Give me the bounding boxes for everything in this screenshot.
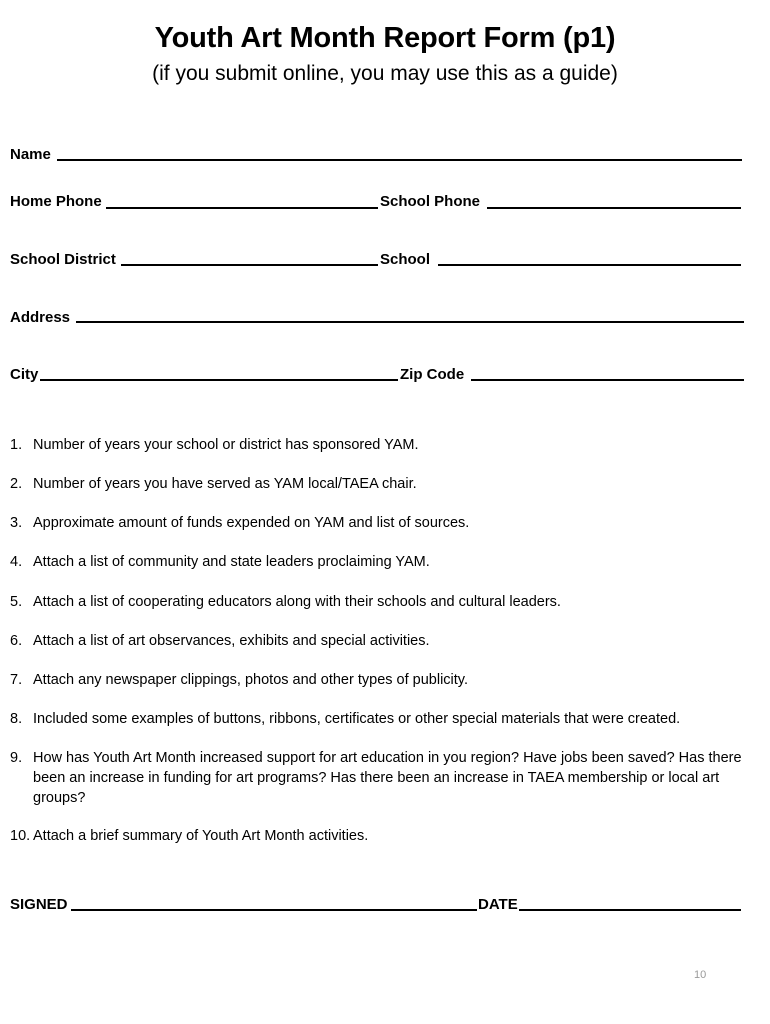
school-label: School	[380, 251, 431, 268]
school-district-field[interactable]	[121, 264, 378, 266]
item-text: Number of years you have served as YAM local/TAEA chair.	[33, 476, 417, 492]
address-label: Address	[10, 309, 71, 326]
school-district-label: School District	[10, 251, 116, 268]
city-field[interactable]	[40, 379, 398, 381]
date-field[interactable]	[519, 909, 741, 911]
date-label: DATE	[478, 896, 518, 913]
item-number: 1.	[10, 437, 23, 453]
item-number: 8.	[10, 711, 23, 727]
form-title: Youth Art Month Report Form (p1)	[154, 22, 616, 54]
item-text: Approximate amount of funds expended on YAM and list of sources.	[33, 515, 470, 531]
zip-code-label: Zip Code	[400, 366, 465, 383]
item-number: 4.	[10, 554, 23, 570]
address-field[interactable]	[76, 321, 744, 323]
city-label: City	[10, 366, 39, 383]
school-field[interactable]	[438, 264, 741, 266]
item-text: How has Youth Art Month increased support for art education in you region? Have jobs been saved? Has there been an increase in funding for art programs? Has there been an increase in TAEA membership or local art groups?	[33, 750, 742, 806]
item-text: Attach a brief summary of Youth Art Month activities.	[33, 828, 369, 844]
name-label: Name	[10, 146, 51, 163]
school-phone-field[interactable]	[487, 207, 741, 209]
home-phone-label: Home Phone	[10, 193, 102, 210]
item-text: Attach a list of community and state leaders proclaiming YAM.	[33, 554, 430, 570]
item-text: Attach a list of art observances, exhibits and special activities.	[33, 633, 430, 649]
item-text: Number of years your school or district has sponsored YAM.	[33, 437, 419, 453]
item-number: 10.	[10, 828, 31, 844]
item-number: 9.	[10, 750, 23, 766]
item-number: 7.	[10, 672, 23, 688]
item-number: 2.	[10, 476, 23, 492]
item-text: Included some examples of buttons, ribbons, certificates or other special materials that were created.	[33, 711, 681, 727]
zip-code-field[interactable]	[471, 379, 744, 381]
page-number: 10	[694, 969, 707, 981]
name-field[interactable]	[57, 159, 742, 161]
school-phone-label: School Phone	[380, 193, 481, 210]
home-phone-field[interactable]	[106, 207, 378, 209]
form-subtitle: (if you submit online, you may use this as a guide)	[152, 62, 618, 85]
item-text: Attach a list of cooperating educators along with their schools and cultural leaders.	[33, 594, 561, 610]
item-number: 6.	[10, 633, 23, 649]
signature-field[interactable]	[71, 909, 477, 911]
item-text: Attach any newspaper clippings, photos and other types of publicity.	[33, 672, 468, 688]
signed-label: SIGNED	[10, 896, 68, 913]
item-number: 3.	[10, 515, 23, 531]
item-number: 5.	[10, 594, 23, 610]
